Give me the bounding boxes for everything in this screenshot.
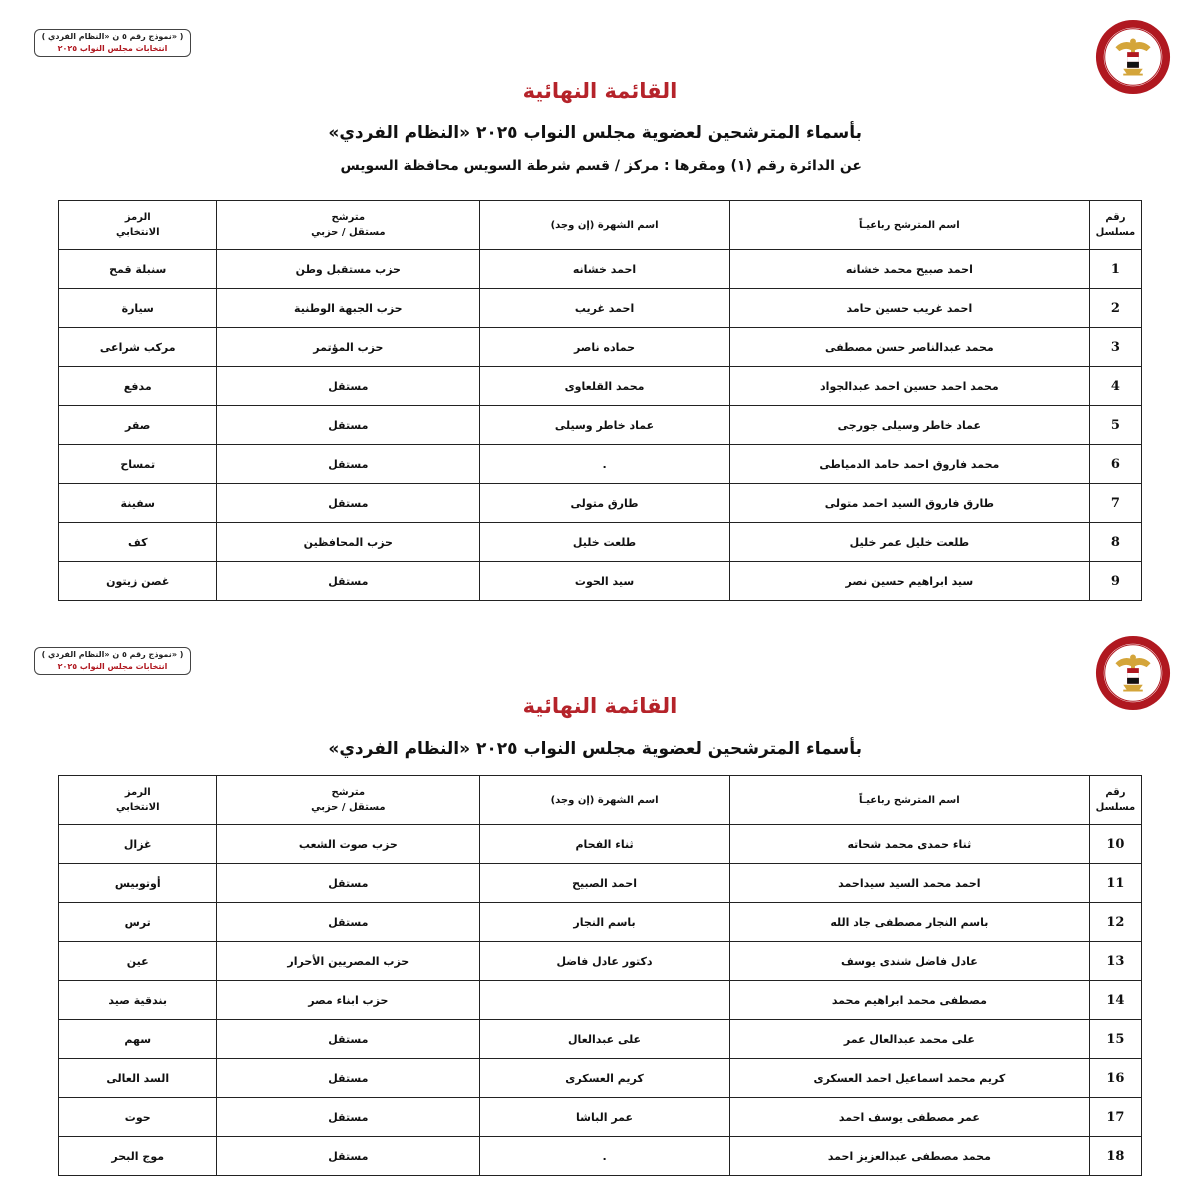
cell-fame: محمد القلعاوى	[480, 367, 730, 406]
cell-serial: 9	[1089, 562, 1141, 601]
cell-fame: كريم العسكرى	[480, 1059, 730, 1098]
candidates-table	[58, 200, 1142, 601]
cell-type: حزب الجبهة الوطنية	[217, 289, 480, 328]
cell-serial: 11	[1089, 864, 1141, 903]
cell-fame: حماده ناصر	[480, 328, 730, 367]
cell-fame: عمر الباشا	[480, 1098, 730, 1137]
cell-name: كريم محمد اسماعيل احمد العسكرى	[729, 1059, 1089, 1098]
header-serial	[1089, 776, 1141, 825]
table-row	[59, 250, 1142, 289]
header-serial-line1: رقم	[1105, 212, 1126, 223]
cell-type: مستقل	[217, 1059, 480, 1098]
cell-symbol: ترس	[59, 903, 217, 942]
table-row	[59, 445, 1142, 484]
cell-symbol: السد العالى	[59, 1059, 217, 1098]
cell-name: مصطفى محمد ابراهيم محمد	[729, 981, 1089, 1020]
cell-type: حزب مستقبل وطن	[217, 250, 480, 289]
page-subtitle: بأسماء المترشحين لعضوية مجلس النواب ٢٠٢٥ «النظام الفردي»	[328, 739, 862, 759]
cell-type: مستقل	[217, 1137, 480, 1176]
cell-type: حزب المصريين الأحرار	[217, 942, 480, 981]
cell-serial: 5	[1089, 406, 1141, 445]
cell-name: عمر مصطفى يوسف احمد	[729, 1098, 1089, 1137]
cell-name: محمد عبدالناصر حسن مصطفى	[729, 328, 1089, 367]
cell-serial: 10	[1089, 825, 1141, 864]
cell-type: مستقل	[217, 1098, 480, 1137]
cell-symbol: أوتوبيس	[59, 864, 217, 903]
form-label-box	[34, 647, 191, 675]
table-header-row	[59, 776, 1142, 825]
cell-type: مستقل	[217, 903, 480, 942]
cell-symbol: تمساح	[59, 445, 217, 484]
cell-symbol: سهم	[59, 1020, 217, 1059]
cell-name: احمد محمد السيد سيداحمد	[729, 864, 1089, 903]
cell-name: عادل فاضل شندى يوسف	[729, 942, 1089, 981]
cell-type: مستقل	[217, 445, 480, 484]
candidates-table	[58, 775, 1142, 1176]
header-fame: اسم الشهرة (إن وجد)	[480, 776, 730, 825]
cell-serial: 13	[1089, 942, 1141, 981]
cell-symbol: مدفع	[59, 367, 217, 406]
cell-name: عماد خاطر وسيلى جورجى	[729, 406, 1089, 445]
cell-symbol: صقر	[59, 406, 217, 445]
cell-fame	[480, 981, 730, 1020]
table-row	[59, 1020, 1142, 1059]
cell-serial: 8	[1089, 523, 1141, 562]
cell-fame: طارق متولى	[480, 484, 730, 523]
cell-symbol: سيارة	[59, 289, 217, 328]
header-serial-line1: رقم	[1105, 787, 1126, 798]
cell-fame: عماد خاطر وسيلى	[480, 406, 730, 445]
table-header-row	[59, 201, 1142, 250]
cell-name: محمد مصطفى عبدالعزيز احمد	[729, 1137, 1089, 1176]
table-row	[59, 328, 1142, 367]
cell-serial: 2	[1089, 289, 1141, 328]
cell-type: مستقل	[217, 406, 480, 445]
header-serial-line2: مسلسل	[1095, 802, 1136, 813]
cell-symbol: سفينة	[59, 484, 217, 523]
cell-name: طارق فاروق السيد احمد متولى	[729, 484, 1089, 523]
cell-symbol: بندقية صيد	[59, 981, 217, 1020]
cell-fame: سيد الحوت	[480, 562, 730, 601]
cell-name: طلعت خليل عمر خليل	[729, 523, 1089, 562]
form-label-line2: انتخابات مجلس النواب ٢٠٢٥	[57, 44, 168, 53]
cell-serial: 17	[1089, 1098, 1141, 1137]
form-label-box	[34, 29, 191, 57]
header-symbol-line2: الانتخابي	[115, 227, 160, 238]
header-serial-line2: مسلسل	[1095, 227, 1136, 238]
cell-serial: 6	[1089, 445, 1141, 484]
cell-type: مستقل	[217, 864, 480, 903]
form-label-line2: انتخابات مجلس النواب ٢٠٢٥	[57, 662, 168, 671]
table-row	[59, 562, 1142, 601]
cell-type: مستقل	[217, 484, 480, 523]
cell-type: مستقل	[217, 562, 480, 601]
cell-symbol: عين	[59, 942, 217, 981]
ballot-page-2	[0, 618, 1200, 1192]
table-row	[59, 484, 1142, 523]
cell-fame: ثناء الفحام	[480, 825, 730, 864]
table-row	[59, 864, 1142, 903]
table-row	[59, 1137, 1142, 1176]
cell-symbol: مركب شراعى	[59, 328, 217, 367]
form-label-line1: ( نموذج رقم ٥ ن «النظام الفردي» )	[41, 650, 184, 659]
cell-name: على محمد عبدالعال عمر	[729, 1020, 1089, 1059]
header-symbol-line1: الرمز	[124, 787, 151, 798]
cell-type: حزب صوت الشعب	[217, 825, 480, 864]
header-serial	[1089, 201, 1141, 250]
cell-symbol: موج البحر	[59, 1137, 217, 1176]
header-type-line2: مستقل / حزبي	[311, 227, 386, 238]
cell-fame: .	[480, 445, 730, 484]
header-name: اسم المترشح رباعيـاً	[729, 201, 1089, 250]
table-row	[59, 942, 1142, 981]
cell-symbol: حوت	[59, 1098, 217, 1137]
cell-fame: دكتور عادل فاضل	[480, 942, 730, 981]
cell-name: سيد ابراهيم حسين نصر	[729, 562, 1089, 601]
table-row	[59, 903, 1142, 942]
cell-type: حزب المؤتمر	[217, 328, 480, 367]
cell-serial: 18	[1089, 1137, 1141, 1176]
cell-fame: احمد الصبيح	[480, 864, 730, 903]
cell-serial: 7	[1089, 484, 1141, 523]
page-title: القائمة النهائية	[522, 79, 678, 103]
header-symbol	[59, 776, 217, 825]
cell-fame: على عبدالعال	[480, 1020, 730, 1059]
cell-serial: 16	[1089, 1059, 1141, 1098]
cell-name: ثناء حمدى محمد شحاته	[729, 825, 1089, 864]
cell-type: مستقل	[217, 367, 480, 406]
page-subtitle: بأسماء المترشحين لعضوية مجلس النواب ٢٠٢٥ «النظام الفردي»	[328, 123, 862, 143]
table-row	[59, 1059, 1142, 1098]
table-row	[59, 406, 1142, 445]
header-symbol-line1: الرمز	[124, 212, 151, 223]
cell-name: احمد غريب حسين حامد	[729, 289, 1089, 328]
table-row	[59, 289, 1142, 328]
table-row	[59, 1098, 1142, 1137]
header-symbol	[59, 201, 217, 250]
cell-type: مستقل	[217, 1020, 480, 1059]
header-fame: اسم الشهرة (إن وجد)	[480, 201, 730, 250]
cell-type: حزب المحافظين	[217, 523, 480, 562]
table-row	[59, 981, 1142, 1020]
district-line: عن الدائرة رقم (١) ومقرها : مركز / قسم شرطة السويس محافظة السويس	[340, 158, 862, 174]
cell-serial: 1	[1089, 250, 1141, 289]
header-type-line1: مترشح	[331, 212, 366, 223]
header-name: اسم المترشح رباعيـاً	[729, 776, 1089, 825]
cell-name: احمد صبيح محمد خشانه	[729, 250, 1089, 289]
header-type	[217, 201, 480, 250]
cell-fame: احمد غريب	[480, 289, 730, 328]
cell-type: حزب ابناء مصر	[217, 981, 480, 1020]
header-type-line2: مستقل / حزبي	[311, 802, 386, 813]
cell-fame: باسم النجار	[480, 903, 730, 942]
cell-name: باسم النجار مصطفى جاد الله	[729, 903, 1089, 942]
header-symbol-line2: الانتخابي	[115, 802, 160, 813]
page-title: القائمة النهائية	[522, 694, 678, 718]
cell-serial: 4	[1089, 367, 1141, 406]
cell-serial: 12	[1089, 903, 1141, 942]
cell-fame: احمد خشانه	[480, 250, 730, 289]
cell-fame: .	[480, 1137, 730, 1176]
table-row	[59, 825, 1142, 864]
cell-serial: 14	[1089, 981, 1141, 1020]
header-type	[217, 776, 480, 825]
form-label-line1: ( نموذج رقم ٥ ن «النظام الفردي» )	[41, 32, 184, 41]
cell-symbol: كف	[59, 523, 217, 562]
cell-symbol: غزال	[59, 825, 217, 864]
cell-serial: 3	[1089, 328, 1141, 367]
table-row	[59, 367, 1142, 406]
cell-serial: 15	[1089, 1020, 1141, 1059]
cell-name: محمد فاروق احمد حامد الدمياطى	[729, 445, 1089, 484]
cell-fame: طلعت خليل	[480, 523, 730, 562]
cell-symbol: غصن زيتون	[59, 562, 217, 601]
header-type-line1: مترشح	[331, 787, 366, 798]
cell-name: محمد احمد حسين احمد عبدالجواد	[729, 367, 1089, 406]
table-row	[59, 523, 1142, 562]
cell-symbol: سنبلة قمح	[59, 250, 217, 289]
